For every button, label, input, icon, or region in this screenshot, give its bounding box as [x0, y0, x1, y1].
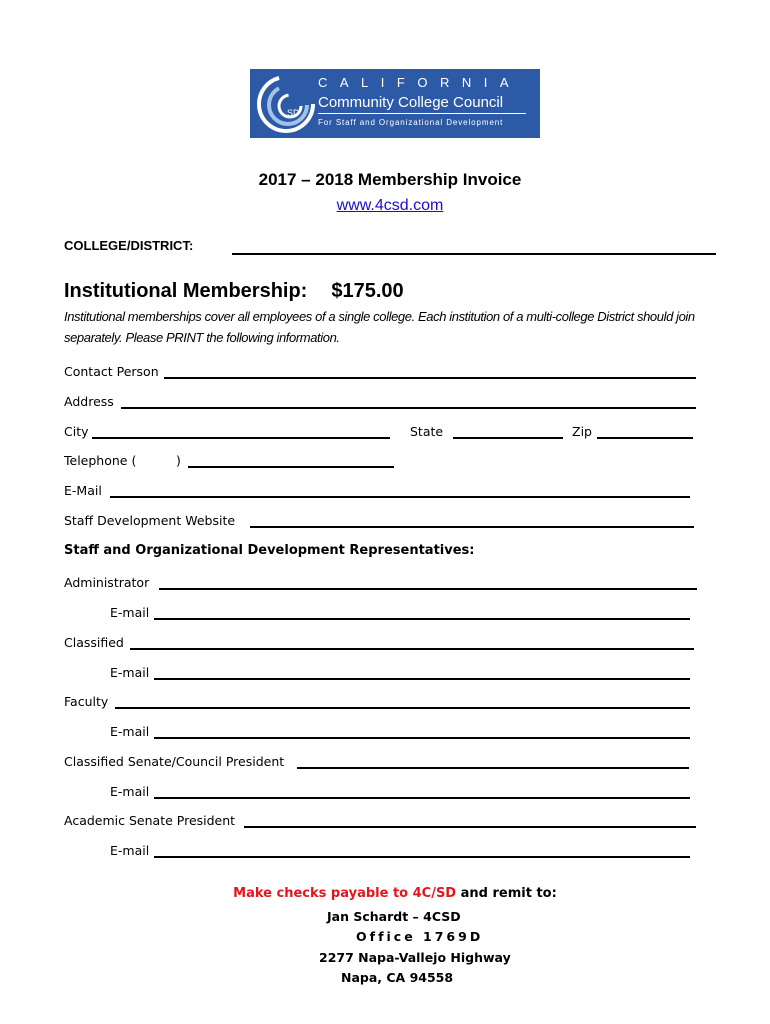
- faculty-label: Faculty: [64, 694, 109, 709]
- remit-city: Napa, CA 94558: [341, 970, 454, 985]
- logo-subtitle: Community College Council: [318, 94, 504, 111]
- academic-senate-label: Academic Senate President: [64, 813, 236, 828]
- city-label: City: [64, 424, 89, 439]
- faculty-field[interactable]: [115, 707, 690, 709]
- logo-divider: [318, 113, 526, 114]
- address-field[interactable]: [121, 407, 696, 409]
- membership-price: $175.00: [331, 280, 404, 302]
- remit-office: Office 1769D: [356, 929, 484, 944]
- email-field[interactable]: [110, 496, 690, 498]
- remit-name: Jan Schardt – 4CSD: [327, 909, 461, 924]
- administrator-field[interactable]: [159, 588, 697, 590]
- contact-person-label: Contact Person: [64, 364, 159, 379]
- logo: [250, 69, 540, 138]
- remit-instructions: [0, 886, 770, 901]
- state-field[interactable]: [453, 437, 563, 439]
- membership-heading: [64, 280, 404, 303]
- email-label: E-Mail: [64, 483, 102, 498]
- payable-to-text: Make checks payable to 4C/SD: [233, 886, 457, 901]
- administrator-email-label: E-mail: [110, 605, 150, 620]
- website-link[interactable]: www.4csd.com: [336, 197, 444, 214]
- zip-label: Zip: [572, 424, 592, 439]
- remit-to-text: and remit to:: [456, 886, 557, 901]
- state-label: State: [410, 424, 444, 439]
- membership-label: Institutional Membership:: [64, 280, 308, 302]
- classified-senate-email-label: E-mail: [110, 784, 150, 799]
- zip-field[interactable]: [597, 437, 693, 439]
- telephone-field[interactable]: [188, 466, 394, 468]
- address-label: Address: [64, 394, 114, 409]
- administrator-email-field[interactable]: [154, 618, 690, 620]
- logo-title: CALIFORNIA: [318, 75, 522, 90]
- classified-field[interactable]: [130, 648, 694, 650]
- administrator-label: Administrator: [64, 575, 150, 590]
- academic-senate-field[interactable]: [244, 826, 696, 828]
- faculty-email-label: E-mail: [110, 724, 150, 739]
- city-field[interactable]: [92, 437, 390, 439]
- classified-senate-label: Classified Senate/Council President: [64, 754, 285, 769]
- remit-street: 2277 Napa-Vallejo Highway: [319, 950, 511, 965]
- contact-person-field[interactable]: [164, 377, 696, 379]
- representatives-heading: Staff and Organizational Development Representatives:: [64, 543, 475, 558]
- classified-senate-email-field[interactable]: [154, 797, 690, 799]
- academic-senate-email-label: E-mail: [110, 843, 150, 858]
- logo-badge: SD: [287, 108, 300, 118]
- page-title: 2017 – 2018 Membership Invoice: [258, 170, 522, 189]
- classified-email-label: E-mail: [110, 665, 150, 680]
- academic-senate-email-field[interactable]: [154, 856, 690, 858]
- college-district-label: COLLEGE/DISTRICT:: [64, 238, 194, 253]
- classified-email-field[interactable]: [154, 678, 690, 680]
- telephone-paren-close: ): [176, 453, 181, 468]
- membership-note: Institutional memberships cover all employees of a single college. Each institution of a multi-college District should join separately. Please PRINT the following information.: [64, 309, 695, 345]
- telephone-label: Telephone (: [64, 453, 137, 468]
- swirl-logo-icon: [254, 73, 318, 135]
- staff-dev-website-label: Staff Development Website: [64, 513, 236, 528]
- staff-dev-website-field[interactable]: [250, 526, 694, 528]
- college-district-field[interactable]: [232, 253, 716, 255]
- faculty-email-field[interactable]: [154, 737, 690, 739]
- classified-senate-field[interactable]: [297, 767, 689, 769]
- classified-label: Classified: [64, 635, 124, 650]
- logo-tagline: For Staff and Organizational Development: [318, 118, 504, 127]
